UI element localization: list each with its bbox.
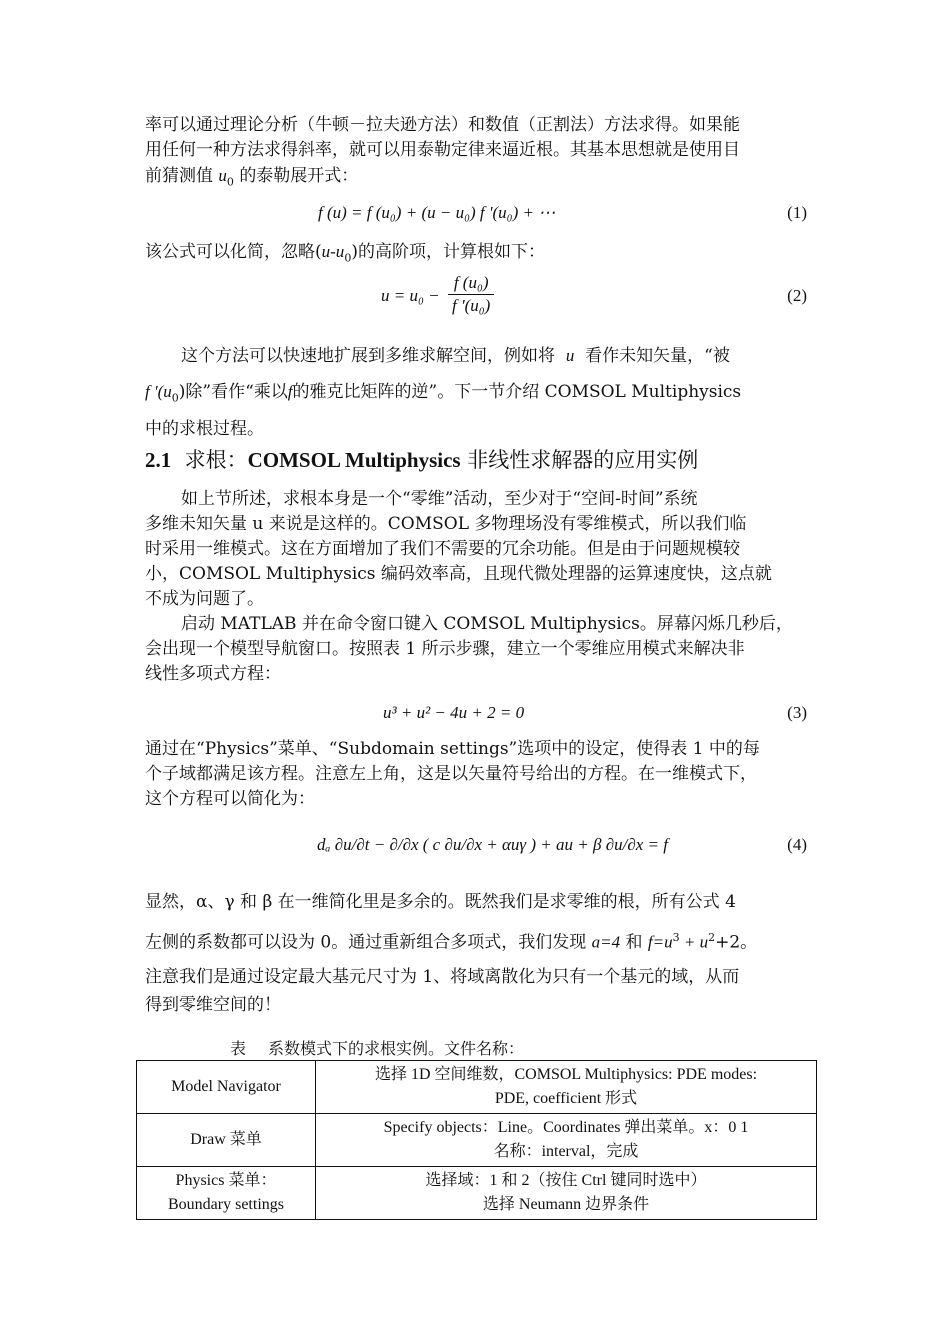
text-line: 前猜测值 $u_0$ 的泰勒展开式： (145, 166, 359, 189)
paragraph-4 (145, 487, 807, 612)
text-line: 启动 MATLAB 并在命令窗口键入 COMSOL Multiphysics。屏幕闪烁几秒后， (181, 614, 793, 634)
equation-2-lhs: u = u₀ − (381, 286, 440, 305)
table-caption-text: 系数模式下的求根实例。文件名称： (268, 1039, 525, 1058)
text-line: 率可以通过理论分析（牛顿－拉夫逊方法）和数值（正割法）方法求得。如果能 (145, 115, 740, 135)
text-line: 这个方程可以简化为： (145, 789, 315, 809)
equation-1-number: (1) (787, 203, 807, 222)
text-line: 线性多项式方程： (145, 664, 281, 684)
table-cell-step: Physics 菜单： Boundary settings (137, 1167, 316, 1220)
equation-1-body: f (u) = f (u₀) + (u − u₀) f '(u₀) + ⋯ (318, 203, 556, 222)
equation-2-denominator: f '(u₀) (452, 296, 491, 315)
text-line: 左侧的系数都可以设为 0。通过重新组合多项式，我们发现 a=4 和 $f=u^3 + u^2+2$。 (145, 931, 758, 953)
text-line: 用任何一种方法求得斜率，就可以用泰勒定律来逼近根。其基本思想就是使用目 (145, 140, 740, 160)
equation-4-number: (4) (787, 835, 807, 854)
equation-2-number: (2) (787, 286, 807, 305)
text-line: 得到零维空间的！ (145, 994, 281, 1015)
paragraph-2 (145, 239, 807, 270)
paragraph-6 (145, 737, 807, 812)
paragraph-7 (145, 884, 807, 1017)
paragraph-3 (145, 338, 807, 443)
text-line: 这个方法可以快速地扩展到多维求解空间，例如将 u 看作未知矢量，“被 (181, 346, 730, 366)
equation-1 (145, 203, 807, 229)
text-line: 如上节所述，求根本身是一个“零维”活动，至少对于“空间-时间”系统 (181, 489, 698, 509)
equation-3-number: (3) (787, 703, 807, 722)
equation-3 (145, 703, 807, 729)
table-cell-action: 选择 1D 空间维数，COMSOL Multiphysics: PDE modes: PDE, coefficient 形式 (316, 1061, 817, 1114)
equation-2-fraction (448, 272, 494, 317)
text-line: 小，COMSOL Multiphysics 编码效率高，且现代微处理器的运算速度快，这点就 (145, 564, 772, 584)
equation-2-numerator: f (u₀) (448, 272, 494, 295)
table-cell-action: 选择域：1 和 2（按住 Ctrl 键同时选中） 选择 Neumann 边界条件 (316, 1167, 817, 1220)
table-cell-step: Draw 菜单 (137, 1114, 316, 1167)
text-line: 多维未知矢量 u 来说是这样的。COMSOL 多物理场没有零维模式，所以我们临 (145, 514, 747, 534)
text-line: 时采用一维模式。这在方面增加了我们不需要的冗余功能。但是由于问题规模较 (145, 539, 740, 559)
table-cell-action: Specify objects：Line。Coordinates 弹出菜单。x：0 1 名称：interval，完成 (316, 1114, 817, 1167)
text-line: 通过在“Physics”菜单、“Subdomain settings”选项中的设定，使得表 1 中的每 (145, 739, 760, 759)
paragraph-5 (145, 612, 807, 687)
table-caption-label: 表 (230, 1039, 247, 1058)
table-row (137, 1167, 817, 1220)
equation-3-body: u³ + u² − 4u + 2 = 0 (383, 703, 525, 722)
section-heading: 2.1 求根：COMSOL Multiphysics 非线性求解器的应用实例 (145, 448, 699, 472)
text-line: 显然，α、γ 和 β 在一维简化里是多余的。既然我们是求零维的根，所有公式 4 (145, 892, 736, 912)
paragraph-1 (145, 113, 807, 194)
table-caption (230, 1036, 524, 1059)
equation-2 (145, 272, 807, 330)
text-line: f '$(u_0)$除”看作“乘以f的雅克比矩阵的逆”。下一节介绍 COMSOL Multiphysics (145, 382, 742, 405)
equation-4 (145, 835, 807, 861)
equation-4-body: dₐ ∂u/∂t − ∂/∂x ( c ∂u/∂x + αuγ ) + au + β ∂u/∂x = f (317, 835, 668, 854)
text-line: 不成为问题了。 (145, 589, 264, 609)
table-row (137, 1114, 817, 1167)
text-line: 该公式可以化简，忽略$(u-u_0)$的高阶项，计算根如下： (145, 242, 545, 265)
table-cell-step: Model Navigator (137, 1061, 316, 1114)
text-line: 个子域都满足该方程。注意左上角，这是以矢量符号给出的方程。在一维模式下， (145, 764, 757, 784)
text-line: 会出现一个模型导航窗口。按照表 1 所示步骤，建立一个零维应用模式来解决非 (145, 639, 745, 659)
text-line: 注意我们是通过设定最大基元尺寸为 1、将域离散化为只有一个基元的域，从而 (145, 966, 740, 987)
steps-table (136, 1060, 817, 1220)
text-line: 中的求根过程。 (145, 419, 264, 440)
table-row (137, 1061, 817, 1114)
